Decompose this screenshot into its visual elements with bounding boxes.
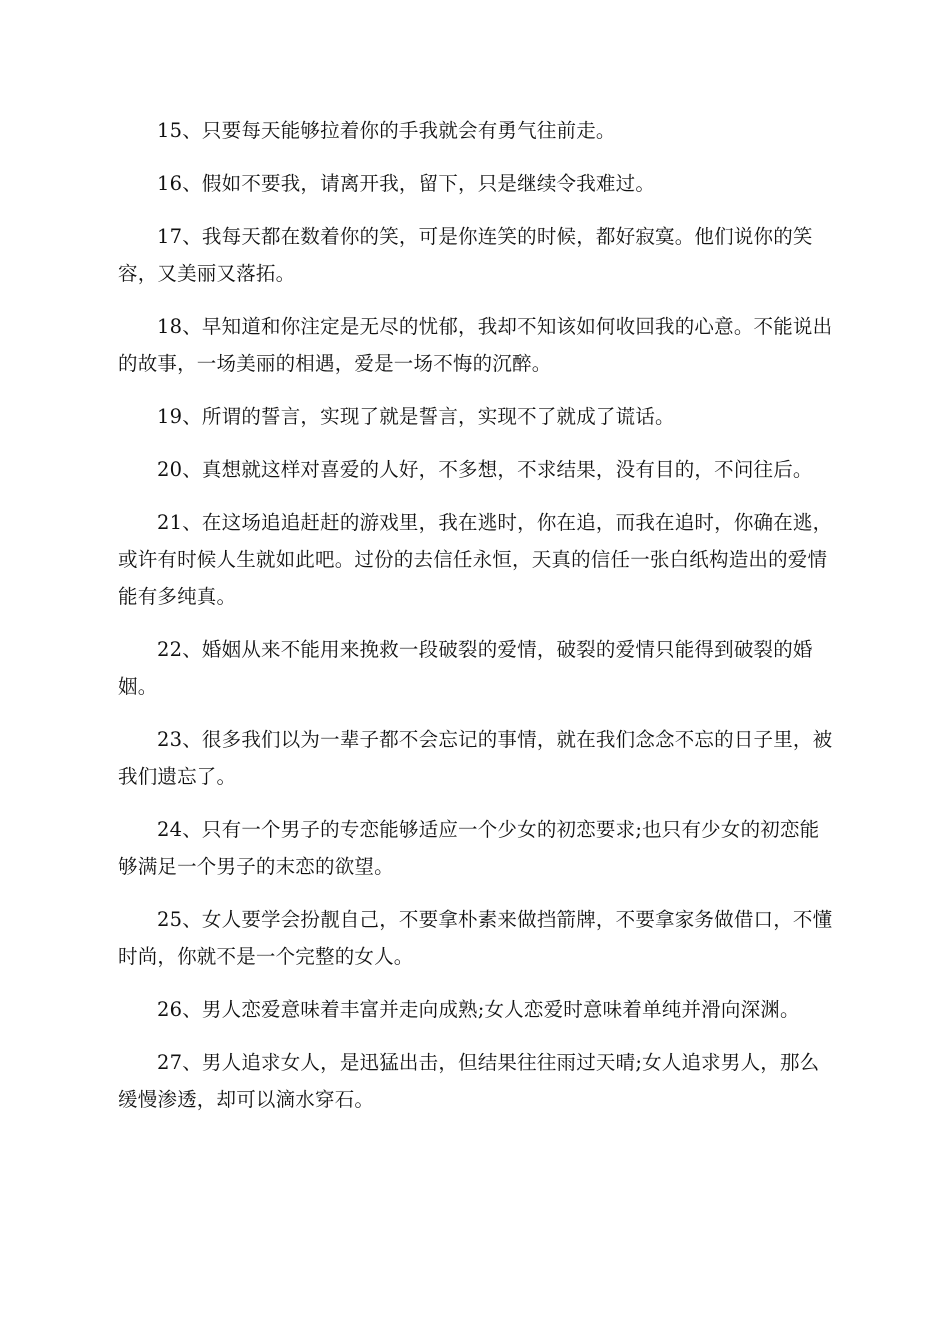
paragraph-27: 27、男人追求女人，是迅猛出击，但结果往往雨过天晴;女人追求男人，那么缓慢渗透，却可以滴水穿石。 [118,1051,820,1111]
paragraph-18: 18、早知道和你注定是无尽的忧郁，我却不知该如何收回我的心意。不能说出的故事，一场美丽的相遇，爱是一场不悔的沉醉。 [118,315,833,375]
paragraph-25: 25、女人要学会扮靓自己，不要拿朴素来做挡箭牌，不要拿家务做借口，不懂时尚，你就不是一个完整的女人。 [118,908,833,968]
paragraph-24: 24、只有一个男子的专恋能够适应一个少女的初恋要求;也只有少女的初恋能够满足一个男子的末恋的欲望。 [118,818,820,878]
paragraph-21: 21、在这场追追赶赶的游戏里，我在逃时，你在追，而我在追时，你确在逃，或许有时候人生就如此吧。过份的去信任永恒，天真的信任一张白纸构造出的爱情能有多纯真。 [118,511,833,608]
paragraph-19: 19、所谓的誓言，实现了就是誓言，实现不了就成了谎话。 [157,405,675,428]
paragraph-23: 23、很多我们以为一辈子都不会忘记的事情，就在我们念念不忘的日子里，被我们遗忘了。 [118,728,833,788]
paragraph-20: 20、真想就这样对喜爱的人好，不多想，不求结果，没有目的，不问往后。 [157,458,813,481]
document-body [118,112,834,1134]
paragraph-15: 15、只要每天能够拉着你的手我就会有勇气往前走。 [157,119,616,142]
paragraph-16: 16、假如不要我，请离开我，留下，只是继续令我难过。 [157,172,656,195]
paragraph-26: 26、男人恋爱意味着丰富并走向成熟;女人恋爱时意味着单纯并滑向深渊。 [157,998,800,1021]
paragraph-17: 17、我每天都在数着你的笑，可是你连笑的时候，都好寂寞。他们说你的笑容，又美丽又落拓。 [118,225,813,285]
paragraph-22: 22、婚姻从来不能用来挽救一段破裂的爱情，破裂的爱情只能得到破裂的婚姻。 [118,638,813,698]
